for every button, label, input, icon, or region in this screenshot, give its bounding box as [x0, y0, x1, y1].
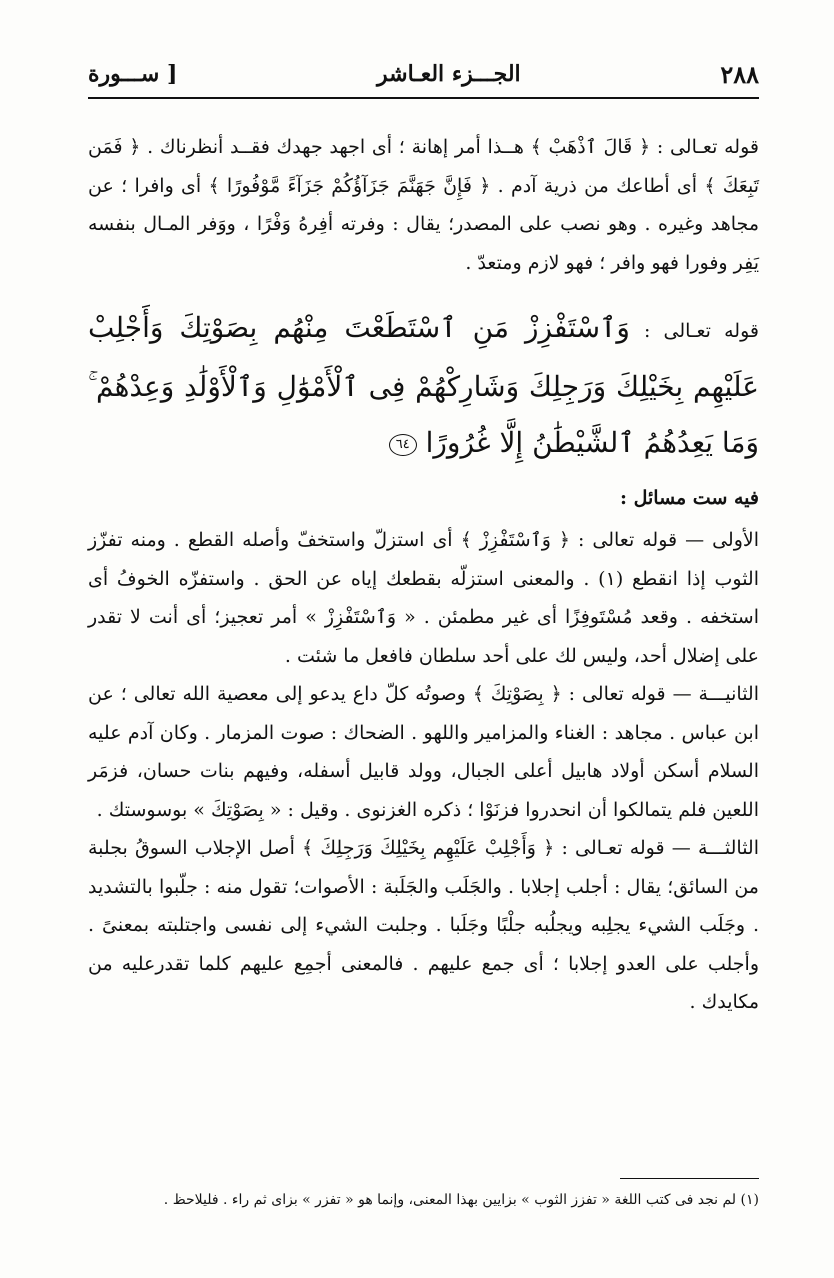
issue-1: الأولى — قوله تعالى : ﴿ وَٱسْتَفْزِزْ ﴾ أى استزلّ واستخفّ وأصله القطع . ومنه تفزّز الثوب إذا انقطع (١) . والمعنى استزلّه بقطعك إياه عن الحق . واستفزّه الخوفُ أى استخفه . وقعد مُسْتَوفِزًا أى غير مطمئن . « وَٱسْتَفْزِزْ » أمر تعجيز؛ أى أنت لا تقدر على إضلال أحد، وليس لك على أحد سلطان فافعل ما شئت . [88, 529, 759, 667]
verse-text: وَٱسْتَفْزِزْ مَنِ ٱسْتَطَعْتَ مِنْهُم بِصَوْتِكَ وَأَجْلِبْ عَلَيْهِم بِخَيْلِكَ وَرَجِلِكَ وَشَارِكْهُمْ فِى ٱلْأَمْوَٰلِ وَٱلْأَوْلَٰدِ وَعِدْهُمْ ۚ وَمَا يَعِدُهُمُ ٱلشَّيْطَٰنُ إِلَّا غُرُورًا [88, 311, 759, 459]
header-rule [88, 97, 759, 99]
verse-intro: قوله تعـالى : [643, 320, 759, 342]
surah-label: [ ســـورة [88, 61, 178, 87]
verse-number: ٦٤ [389, 434, 417, 456]
running-title: الجـــزء العـاشر [377, 61, 521, 87]
footnote-rule [620, 1178, 759, 1179]
issues-heading: فيه ست مسائل : [619, 487, 759, 509]
footnote: (١) لم نجد فى كتب اللغة « تفزز الثوب » بزايين بهذا المعنى، وإنما هو « تفزر » بزاى ثم راء . فليلاحظ . [163, 1192, 759, 1208]
paragraph-1: قوله تعـالى : ﴿ قَالَ ٱذْهَبْ ﴾ هــذا أمر إهانة ؛ أى اجهد جهدك فقــد أنظرناك . ﴿ فَمَن تَبِعَكَ ﴾ أى أطاعك من ذرية آدم . ﴿ فَإِنَّ جَهَنَّمَ جَزَآؤُكُمْ جَزَآءً مَّوْفُورًا ﴾ أى وافرا ؛ عن مجاهد وغيره . وهو نصب على المصدر؛ يقال : وفرته أفِرهُ وَفْرًا ، ووَفر المـال بنفسه يَفِر وفورا فهو وافر ؛ فهو لازم ومتعدّ . [88, 136, 759, 274]
page-body [88, 128, 759, 1022]
quran-verse [88, 300, 759, 471]
issue-2: الثانيـــة — قوله تعالى : ﴿ بِصَوْتِكَ ﴾ وصوتُه كلّ داع يدعو إلى معصية الله تعالى ؛ عن ابن عباس . مجاهد : الغناء والمزامير واللهو . الضحاك : صوت المزمار . وكان آدم عليه السلام أسكن أولاد هابيل أعلى الجبال، وولد قابيل أسفله، وفيهم بنات حسان، فزمَر اللعين فلم يتمالكوا أن انحدروا فزنَوْا ؛ ذكره الغزنوى . وقيل : « بِصَوْتِكَ » بوسوستك . [88, 683, 759, 821]
page-number: ٢٨٨ [720, 59, 759, 89]
page-header [88, 52, 759, 96]
issue-3: الثالثـــة — قوله تعـالى : ﴿ وَأَجْلِبْ عَلَيْهِم بِخَيْلِكَ وَرَجِلِكَ ﴾ أصل الإجلاب السوقُ بجلبة من السائق؛ يقال : أجلب إجلابا . والجَلَب والجَلَبة : الأصوات؛ تقول منه : جلّبوا بالتشديد . وجَلَب الشيء يجلِبه ويجلُبه جلْبًا وجَلَبا . وجلبت الشيء إلى نفسى واجتلبته بمعنىً . وأجلب على العدو إجلابا ؛ أى جمع عليهم . فالمعنى أجمِع عليهم كلما تقدرعليه من مكايدك . [88, 837, 759, 1013]
